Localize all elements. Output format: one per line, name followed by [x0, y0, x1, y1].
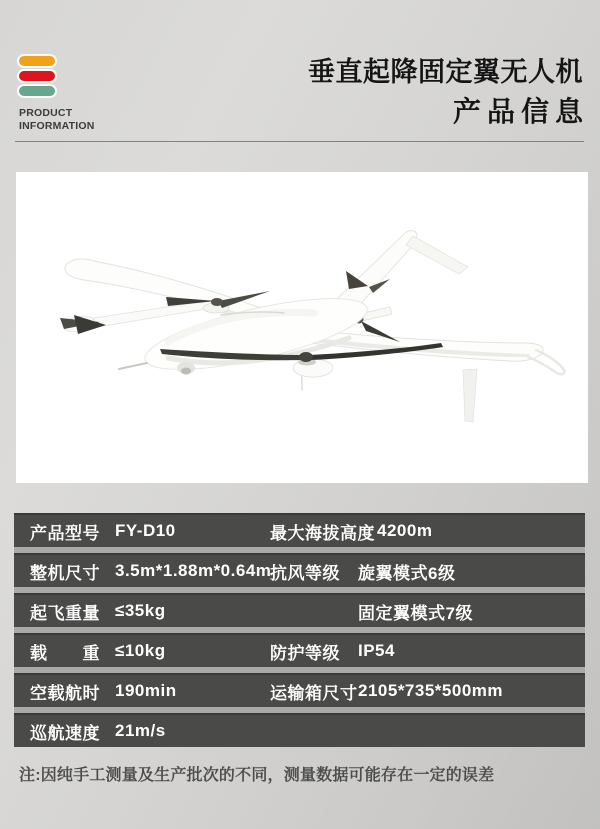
spec-value: 21m/s	[115, 721, 166, 740]
spec-value: 190min	[115, 681, 177, 700]
spec-label: 载 重	[30, 643, 100, 663]
spec-row-model	[14, 513, 585, 547]
spec-row-payload	[14, 633, 585, 667]
footer-note: 注:因纯手工测量及生产批次的不同，测量数据可能存在一定的误差	[19, 767, 495, 784]
spec-table	[14, 513, 585, 747]
spec-value: IP54	[358, 641, 395, 660]
logo-bar-orange-icon	[19, 56, 55, 66]
spec-value: ≤35kg	[115, 601, 166, 620]
logo-caption-line2: INFORMATION	[19, 119, 95, 132]
logo-caption	[19, 107, 95, 132]
product-photo-panel	[16, 172, 588, 483]
spec-value: 4200m	[377, 521, 433, 540]
spec-label: 起飞重量	[30, 603, 100, 623]
spec-row-endurance	[14, 673, 585, 707]
spec-value: 2105*735*500mm	[358, 681, 504, 700]
spec-row-takeoff-weight	[14, 593, 585, 627]
spec-label: 巡航速度	[30, 723, 100, 743]
spec-row-dimensions	[14, 553, 585, 587]
logo-caption-line1: PRODUCT	[19, 107, 73, 119]
spec-value: 固定翼模式7级	[358, 603, 473, 623]
brand-logo	[19, 56, 95, 132]
page-title-line2: 产品信息	[452, 96, 589, 127]
spec-label: 最大海拔高度	[270, 523, 375, 543]
spec-label: 空载航时	[30, 683, 100, 703]
spec-label: 产品型号	[30, 523, 100, 543]
page-title-line1: 垂直起降固定翼无人机	[308, 57, 583, 87]
spec-label: 抗风等级	[270, 563, 340, 583]
drone-illustration	[16, 172, 588, 483]
spec-value: FY-D10	[115, 521, 176, 540]
spec-row-cruise-speed	[14, 713, 585, 747]
spec-label: 防护等级	[270, 643, 340, 663]
spec-label: 整机尺寸	[30, 563, 100, 583]
spec-value: ≤10kg	[115, 641, 166, 660]
spec-value: 旋翼模式6级	[358, 563, 456, 583]
header-divider	[15, 141, 584, 142]
logo-bar-teal-icon	[19, 86, 55, 96]
spec-label: 运输箱尺寸	[270, 683, 358, 703]
spec-value: 3.5m*1.88m*0.64m	[115, 561, 272, 580]
page-title	[308, 53, 589, 133]
logo-bar-red-icon	[19, 71, 55, 81]
